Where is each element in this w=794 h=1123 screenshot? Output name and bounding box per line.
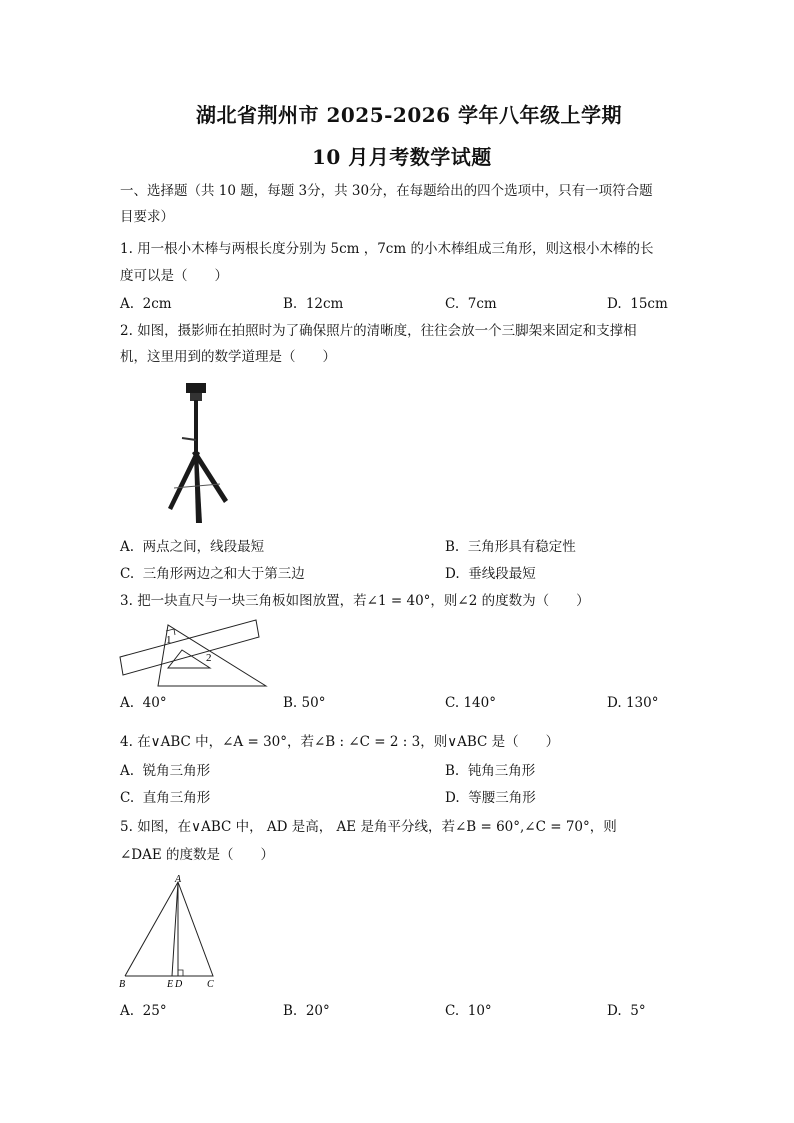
option-text: 直角三角形 [142,790,211,806]
option-text: 三角形两边之和大于第三边 [142,566,305,582]
option-text: 140° [463,695,496,711]
vertex-b-label: B [119,979,126,990]
question-5-line1 [120,818,617,836]
question-2-line1 [120,322,637,340]
option-label: A. [120,539,135,555]
option-text: 10° [467,1003,492,1019]
question-2-text-line2: 机，这里用到的数学道理是（ ） [120,349,336,365]
option-text: 等腰三角形 [468,790,536,806]
option-label: D. [607,1003,622,1019]
option-label: B. [445,763,460,779]
right-angle-mark [178,970,183,976]
question-1-line1 [120,240,653,258]
q4-option-b[interactable] [445,762,535,780]
q3-option-c[interactable] [445,694,496,712]
question-2-text-line1: 如图，摄影师在拍照时为了确保照片的清晰度，往往会放一个三脚架来固定和支撑相 [137,323,637,339]
page-title-line1: 湖北省荆州市 2025-2026 学年八年级上学期 [196,103,623,127]
option-text: 20° [305,1003,330,1019]
option-text: 50° [301,695,326,711]
option-label: C. [120,566,135,582]
question-1-number: 1. [120,241,133,257]
q5-option-d[interactable] [607,1002,646,1020]
option-label: C. [445,1003,460,1019]
question-4-number: 4. [120,734,133,750]
section-header-line2: 目要求） [120,209,174,225]
option-label: C. [120,790,135,806]
section-header-line1: 一、选择题（共 10 题，每题 3分，共 30分，在每题给出的四个选项中，只有一项符合题 [120,183,653,199]
question-4-text-line1: 在∨ABC 中，∠A = 30°，若∠B : ∠C = 2 : 3，则∨ABC 是（ ） [137,734,560,750]
option-text: 15cm [630,296,668,312]
option-label: A. [120,296,135,312]
option-label: D. [445,566,460,582]
option-label: A. [120,1003,135,1019]
question-2-number: 2. [120,323,133,339]
option-text: 两点之间，线段最短 [142,539,265,555]
option-label: C. [445,695,460,711]
question-3-line1 [120,592,590,610]
q2-option-c[interactable] [120,565,305,583]
q2-option-a[interactable] [120,538,264,556]
q4-option-d[interactable] [445,789,536,807]
q2-option-b[interactable] [445,538,576,556]
q1-option-c[interactable] [445,295,497,313]
triangle-abc [125,882,213,976]
option-text: 25° [142,1003,167,1019]
vertex-a-label: A [175,874,182,885]
q3-option-a[interactable] [120,694,167,712]
option-text: 垂线段最短 [468,566,536,582]
set-square-outer [158,625,266,686]
q1-option-a[interactable] [120,295,172,313]
q5-option-c[interactable] [445,1002,492,1020]
option-label: C. [445,296,460,312]
tripod-head [186,383,206,393]
question-1-text-line2: 度可以是（ ） [120,268,228,284]
option-text: 5° [630,1003,646,1019]
q1-option-b[interactable] [283,295,343,313]
question-4-line1 [120,733,559,751]
option-text: 2cm [142,296,172,312]
option-label: A. [120,695,135,711]
q2-option-d[interactable] [445,565,536,583]
q1-option-d[interactable] [607,295,668,313]
option-text: 7cm [467,296,497,312]
question-3-text-line1: 把一块直尺与一块三角板如图放置，若∠1 = 40°，则∠2 的度数为（ ） [137,593,590,609]
page-title-line2: 10 月月考数学试题 [312,145,492,169]
option-text: 12cm [305,296,344,312]
option-text: 130° [625,695,659,711]
triangle-abc-figure [115,872,225,994]
tripod-mount [190,393,202,401]
option-label: B. [283,1003,298,1019]
question-5-text-line1: 如图，在∨ABC 中， AD 是高， AE 是角平分线，若∠B = 60°,∠C = 70°，则 [137,819,617,835]
tripod-handle [182,438,196,440]
question-1-text-line1: 用一根小木棒与两根长度分别为 5cm ，7cm 的小木棒组成三角形，则这根小木棒的长 [137,241,654,257]
tripod-figure [160,378,240,528]
option-text: 锐角三角形 [142,763,211,779]
option-text: 钝角三角形 [467,763,536,779]
bisector-ae [172,882,178,976]
option-label: D. [445,790,460,806]
option-label: B. [283,695,298,711]
vertex-c-label: C [207,979,214,990]
ruler [120,620,259,675]
option-text: 三角形具有稳定性 [467,539,576,555]
point-d-label: D [175,979,183,990]
q5-option-b[interactable] [283,1002,330,1020]
option-label: D. [607,695,622,711]
angle-2-label: 2 [206,652,212,664]
option-label: D. [607,296,622,312]
q3-option-d[interactable] [607,694,658,712]
option-label: B. [445,539,460,555]
question-5-number: 5. [120,819,133,835]
question-3-number: 3. [120,593,133,609]
q3-option-b[interactable] [283,694,325,712]
q4-option-c[interactable] [120,789,210,807]
ruler-triangle-figure [118,615,270,690]
option-label: B. [283,296,298,312]
point-e-label: E [167,979,174,990]
option-text: 40° [142,695,167,711]
question-5-text-line2: ∠DAE 的度数是（ ） [120,847,275,863]
q5-option-a[interactable] [120,1002,167,1020]
option-label: A. [120,763,135,779]
angle-1-label: 1 [166,634,172,646]
q4-option-a[interactable] [120,762,210,780]
